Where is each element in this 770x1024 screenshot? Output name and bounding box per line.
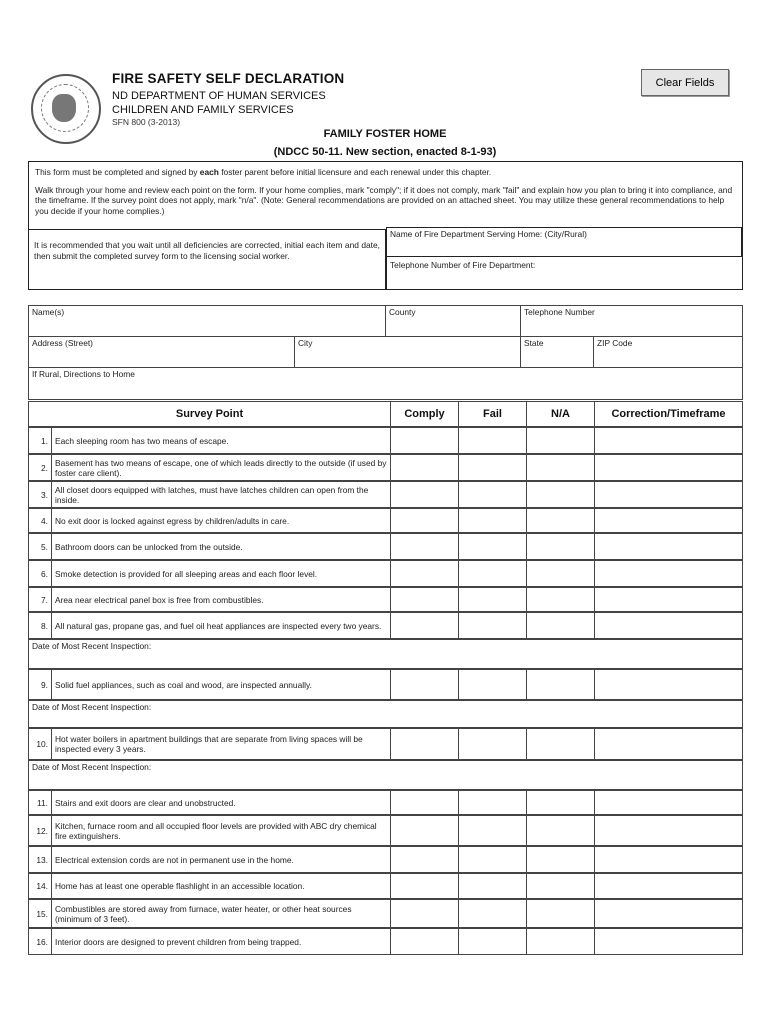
fail-cell[interactable] — [458, 533, 527, 560]
survey-point-text: Electrical extension cords are not in permanent use in the home. — [51, 846, 391, 873]
na-cell[interactable] — [526, 728, 595, 760]
correction-cell[interactable] — [594, 454, 743, 481]
fail-cell[interactable] — [458, 873, 527, 899]
item-number: 16. — [28, 928, 52, 955]
instructions-line2: Walk through your home and review each point on the form. If your home complies, mark "comply"; if it does not comply, mark "fail" and explain how you plan to bring it into compliance, and the timeframe. If the survey point does not apply, mark "n/a". (Note: General recommendations are provided on an attached sheet. You may utilize these general recommendations to help you decide if your home complies.) — [35, 184, 733, 216]
correction-cell[interactable] — [594, 790, 743, 815]
correction-cell[interactable] — [594, 846, 743, 873]
comply-cell[interactable] — [390, 790, 459, 815]
fire-department-name-field[interactable] — [386, 227, 742, 257]
na-cell[interactable] — [526, 846, 595, 873]
recommendation-text: It is recommended that you wait until all deficiencies are corrected, initial each item and date, then submit the completed survey form to the licensing social worker. — [34, 240, 380, 261]
item-number: 1. — [28, 427, 52, 454]
item-number: 4. — [28, 508, 52, 533]
na-cell[interactable] — [526, 790, 595, 815]
zip-label: ZIP Code — [597, 338, 633, 348]
correction-cell[interactable] — [594, 587, 743, 612]
inspection-date-label: Date of Most Recent Inspection: — [32, 702, 152, 712]
survey-point-text: Smoke detection is provided for all sleeping areas and each floor level. — [51, 560, 391, 587]
comply-cell[interactable] — [390, 587, 459, 612]
fail-cell[interactable] — [458, 454, 527, 481]
survey-point-text: Kitchen, furnace room and all occupied floor levels are provided with ABC dry chemical fire extinguishers. — [51, 815, 391, 846]
item-number: 2. — [28, 454, 52, 481]
survey-point-text: Interior doors are designed to prevent children from being trapped. — [51, 928, 391, 955]
survey-point-text: Hot water boilers in apartment buildings that are separate from living spaces will be inspected every 3 years. — [51, 728, 391, 760]
item-number: 5. — [28, 533, 52, 560]
names-field[interactable] — [28, 305, 386, 337]
state-label: State — [524, 338, 544, 348]
recommendation-cell — [29, 229, 386, 289]
column-comply: Comply — [390, 401, 459, 427]
correction-cell[interactable] — [594, 728, 743, 760]
correction-cell[interactable] — [594, 427, 743, 454]
comply-cell[interactable] — [390, 899, 459, 928]
zip-field[interactable] — [593, 336, 743, 368]
item-number: 12. — [28, 815, 52, 846]
address-field[interactable] — [28, 336, 295, 368]
column-survey-point: Survey Point — [28, 401, 391, 427]
form-subtitle: FAMILY FOSTER HOME — [323, 128, 447, 140]
survey-point-text: Basement has two means of escape, one of which leads directly to the outside (if used by foster care client). — [51, 454, 391, 481]
department-name: ND DEPARTMENT OF HUMAN SERVICES CHILDREN AND FAMILY SERVICES — [112, 90, 326, 116]
item-number: 14. — [28, 873, 52, 899]
column-fail: Fail — [458, 401, 527, 427]
survey-point-text: Home has at least one operable flashlight in an accessible location. — [51, 873, 391, 899]
correction-cell[interactable] — [594, 560, 743, 587]
state-field[interactable] — [520, 336, 594, 368]
comply-cell[interactable] — [390, 481, 459, 508]
comply-cell[interactable] — [390, 728, 459, 760]
survey-point-text: No exit door is locked against egress by children/adults in care. — [51, 508, 391, 533]
city-label: City — [298, 338, 313, 348]
survey-point-text: Each sleeping room has two means of escape. — [51, 427, 391, 454]
comply-cell[interactable] — [390, 612, 459, 639]
fail-cell[interactable] — [458, 560, 527, 587]
comply-cell[interactable] — [390, 669, 459, 700]
fail-cell[interactable] — [458, 790, 527, 815]
na-cell[interactable] — [526, 612, 595, 639]
inspection-date-field[interactable] — [28, 700, 743, 728]
na-cell[interactable] — [526, 427, 595, 454]
instructions-box — [28, 161, 743, 290]
column-correction: Correction/Timeframe — [594, 401, 743, 427]
survey-point-text: Stairs and exit doors are clear and unobstructed. — [51, 790, 391, 815]
na-cell[interactable] — [526, 587, 595, 612]
fail-cell[interactable] — [458, 427, 527, 454]
survey-point-text: Solid fuel appliances, such as coal and wood, are inspected annually. — [51, 669, 391, 700]
correction-cell[interactable] — [594, 928, 743, 955]
fail-cell[interactable] — [458, 815, 527, 846]
correction-cell[interactable] — [594, 533, 743, 560]
rural-directions-field[interactable] — [28, 367, 743, 400]
clear-fields-button[interactable]: Clear Fields — [641, 69, 729, 96]
survey-point-text: All closet doors equipped with latches, must have latches children can open from the inside. — [51, 481, 391, 508]
fail-cell[interactable] — [458, 899, 527, 928]
na-cell[interactable] — [526, 560, 595, 587]
correction-cell[interactable] — [594, 815, 743, 846]
item-number: 10. — [28, 728, 52, 760]
na-cell[interactable] — [526, 928, 595, 955]
comply-cell[interactable] — [390, 427, 459, 454]
comply-cell[interactable] — [390, 508, 459, 533]
correction-cell[interactable] — [594, 612, 743, 639]
comply-cell[interactable] — [390, 928, 459, 955]
fire-department-phone-label: Telephone Number of Fire Department: — [390, 260, 536, 270]
fire-department-name-label: Name of Fire Department Serving Home: (City/Rural) — [390, 229, 587, 239]
na-cell[interactable] — [526, 533, 595, 560]
na-cell[interactable] — [526, 815, 595, 846]
survey-point-text: Area near electrical panel box is free from combustibles. — [51, 587, 391, 612]
na-cell[interactable] — [526, 669, 595, 700]
na-cell[interactable] — [526, 481, 595, 508]
form-title: FIRE SAFETY SELF DECLARATION — [112, 71, 345, 86]
correction-cell[interactable] — [594, 508, 743, 533]
survey-point-text: Combustibles are stored away from furnace, water heater, or other heat sources (minimum of 3 feet). — [51, 899, 391, 928]
rural-directions-label: If Rural, Directions to Home — [32, 369, 135, 379]
fail-cell[interactable] — [458, 928, 527, 955]
inspection-date-label: Date of Most Recent Inspection: — [32, 641, 152, 651]
fail-cell[interactable] — [458, 612, 527, 639]
item-number: 3. — [28, 481, 52, 508]
column-na: N/A — [526, 401, 595, 427]
correction-cell[interactable] — [594, 669, 743, 700]
correction-cell[interactable] — [594, 481, 743, 508]
comply-cell[interactable] — [390, 815, 459, 846]
names-label: Name(s) — [32, 307, 65, 317]
fail-cell[interactable] — [458, 508, 527, 533]
comply-cell[interactable] — [390, 846, 459, 873]
item-number: 8. — [28, 612, 52, 639]
fail-cell[interactable] — [458, 587, 527, 612]
comply-cell[interactable] — [390, 560, 459, 587]
item-number: 7. — [28, 587, 52, 612]
item-number: 13. — [28, 846, 52, 873]
address-label: Address (Street) — [32, 338, 93, 348]
statute-reference: (NDCC 50-11. New section, enacted 8-1-93) — [273, 146, 497, 158]
na-cell[interactable] — [526, 508, 595, 533]
item-number: 15. — [28, 899, 52, 928]
na-cell[interactable] — [526, 873, 595, 899]
na-cell[interactable] — [526, 454, 595, 481]
fail-cell[interactable] — [458, 669, 527, 700]
telephone-label: Telephone Number — [524, 307, 595, 317]
comply-cell[interactable] — [390, 533, 459, 560]
county-label: County — [389, 307, 416, 317]
inspection-date-field[interactable] — [28, 639, 743, 669]
survey-point-text: All natural gas, propane gas, and fuel oil heat appliances are inspected every two years. — [51, 612, 391, 639]
county-field[interactable] — [385, 305, 521, 337]
comply-cell[interactable] — [390, 454, 459, 481]
city-field[interactable] — [294, 336, 521, 368]
instructions-line1: This form must be completed and signed by each foster parent before initial licensure and each renewal under this chapter. — [35, 167, 492, 177]
survey-point-text: Bathroom doors can be unlocked from the outside. — [51, 533, 391, 560]
fire-department-phone-field[interactable] — [386, 257, 742, 289]
na-cell[interactable] — [526, 899, 595, 928]
correction-cell[interactable] — [594, 899, 743, 928]
inspection-date-field[interactable] — [28, 760, 743, 790]
fail-cell[interactable] — [458, 846, 527, 873]
item-number: 9. — [28, 669, 52, 700]
fail-cell[interactable] — [458, 728, 527, 760]
item-number: 6. — [28, 560, 52, 587]
fail-cell[interactable] — [458, 481, 527, 508]
item-number: 11. — [28, 790, 52, 815]
inspection-date-label: Date of Most Recent Inspection: — [32, 762, 152, 772]
form-number: SFN 800 (3-2013) — [112, 117, 181, 127]
telephone-field[interactable] — [520, 305, 743, 337]
correction-cell[interactable] — [594, 873, 743, 899]
comply-cell[interactable] — [390, 873, 459, 899]
